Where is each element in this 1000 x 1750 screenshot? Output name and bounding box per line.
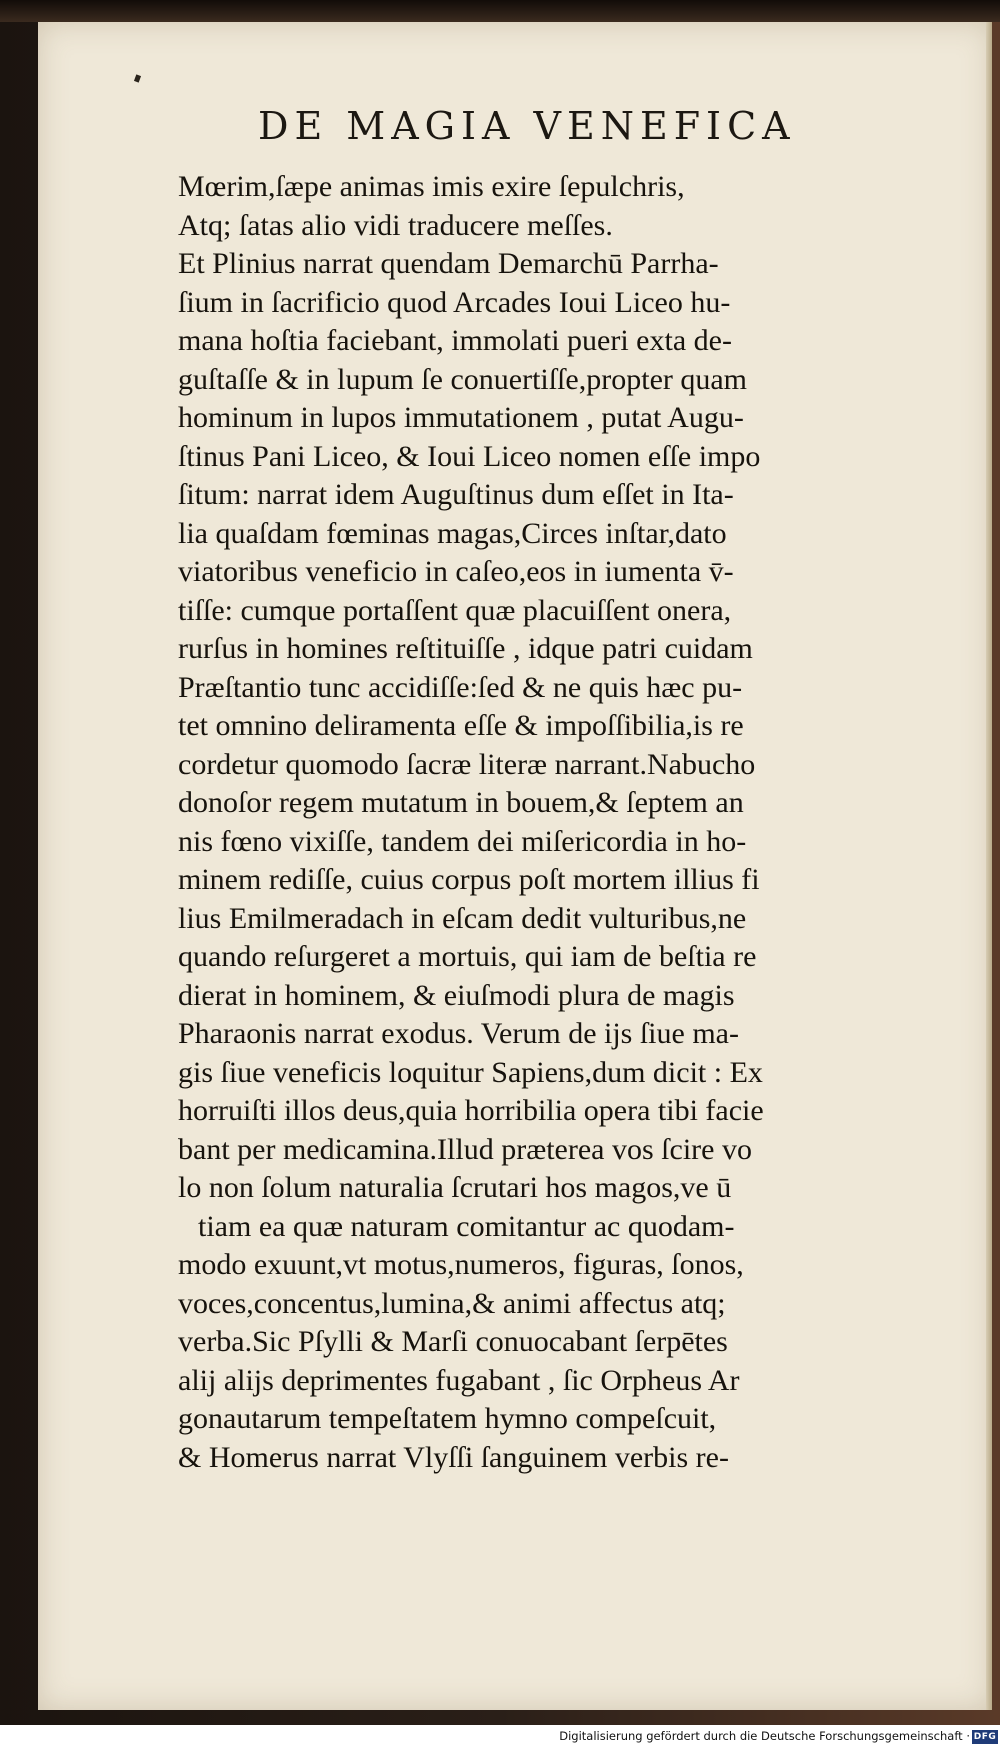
text-line: tet omnino deliramenta eſſe & impoſſibilia,is re — [178, 709, 744, 742]
footer-credit: Digitalisierung gefördert durch die Deutsche Forschungsgemeinschaft · — [559, 1729, 970, 1743]
text-line: ſium in ſacrificio quod Arcades Ioui Liceo hu- — [178, 285, 731, 319]
text-line: guſtaſſe & in lupum ſe conuertiſſe,propter quam — [178, 362, 748, 396]
text-line: & Homerus narrat Vlyſſi ſanguinem verbis re- — [178, 1440, 729, 1474]
text-line: Præſtantio tunc accidiſſe:ſed & ne quis hæc pu- — [178, 670, 743, 704]
text-line: hominum in lupos immutationem , putat Augu- — [178, 401, 744, 434]
text-line: nis fœno vixiſſe, tandem dei miſericordia in ho- — [178, 824, 747, 858]
text-line: horruiſti illos deus,quia horribilia opera tibi facie — [178, 1094, 764, 1127]
text-line: lia quaſdam fœminas magas,Circes inſtar,dato — [178, 516, 727, 550]
text-line: modo exuunt,vt motus,numeros, figuras, ſonos, — [178, 1248, 744, 1281]
text-line: verba.Sic Pſylli & Marſi conuocabant ſerpētes — [178, 1325, 728, 1358]
text-line: gis ſiue veneficis loquitur Sapiens,dum dicit : Ex — [178, 1055, 763, 1089]
text-line: gonautarum tempeſtatem hymno compeſcuit, — [178, 1402, 717, 1435]
text-line: cordetur quomodo ſacræ literæ narrant.Nabucho — [178, 747, 756, 781]
text-line: bant per medicamina.Illud præterea vos ſcire vo — [178, 1132, 752, 1166]
text-line: minem rediſſe, cuius corpus poſt mortem illius fi — [178, 863, 760, 896]
footer-bar — [0, 1725, 1000, 1750]
dfg-logo: DFG — [973, 1732, 997, 1742]
page-text-block — [178, 168, 938, 1477]
text-line: alij alijs deprimentes fugabant , ſic Orpheus Ar — [178, 1363, 740, 1397]
text-line: Mœrim,ſæpe animas imis exire ſepulchris, — [178, 170, 685, 203]
text-line: rurſus in homines reſtituiſſe , idque patri cuidam — [178, 632, 753, 665]
text-line: ſtinus Pani Liceo, & Ioui Liceo nomen eſſe impo — [178, 439, 761, 473]
text-line: tiam ea quæ naturam comitantur ac quodam- — [198, 1209, 735, 1243]
text-line: quando reſurgeret a mortuis, qui iam de beſtia re — [178, 940, 757, 973]
text-line: lo non ſolum naturalia ſcrutari hos magos,ve ū — [178, 1171, 732, 1204]
text-line: Et Plinius narrat quendam Demarchū Parrha- — [178, 247, 719, 280]
text-line: dierat in hominem, & eiuſmodi plura de magis — [178, 978, 735, 1012]
text-line: Atq; ſatas alio vidi traducere meſſes. — [178, 208, 613, 242]
scan-top-edge — [0, 0, 1000, 22]
text-line: viatoribus veneficio in caſeo,eos in iumenta v̄- — [178, 555, 734, 588]
page-edge — [986, 22, 992, 1710]
text-line: tiſſe: cumque portaſſent quæ placuiſſent onera, — [178, 593, 732, 627]
text-line: lius Emilmeradach in eſcam dedit vulturibus,ne — [178, 901, 747, 935]
running-head: DE MAGIA VENEFICA — [258, 104, 796, 148]
text-line: voces,concentus,lumina,& animi affectus atq; — [178, 1286, 726, 1320]
text-line: mana hoſtia faciebant, immolati pueri exta de- — [178, 324, 732, 357]
text-line: Pharaonis narrat exodus. Verum de ijs ſiue ma- — [178, 1017, 739, 1050]
text-line: ſitum: narrat idem Auguſtinus dum eſſet in Ita- — [178, 478, 734, 511]
text-line: donoſor regem mutatum in bouem,& ſeptem an — [178, 786, 744, 819]
